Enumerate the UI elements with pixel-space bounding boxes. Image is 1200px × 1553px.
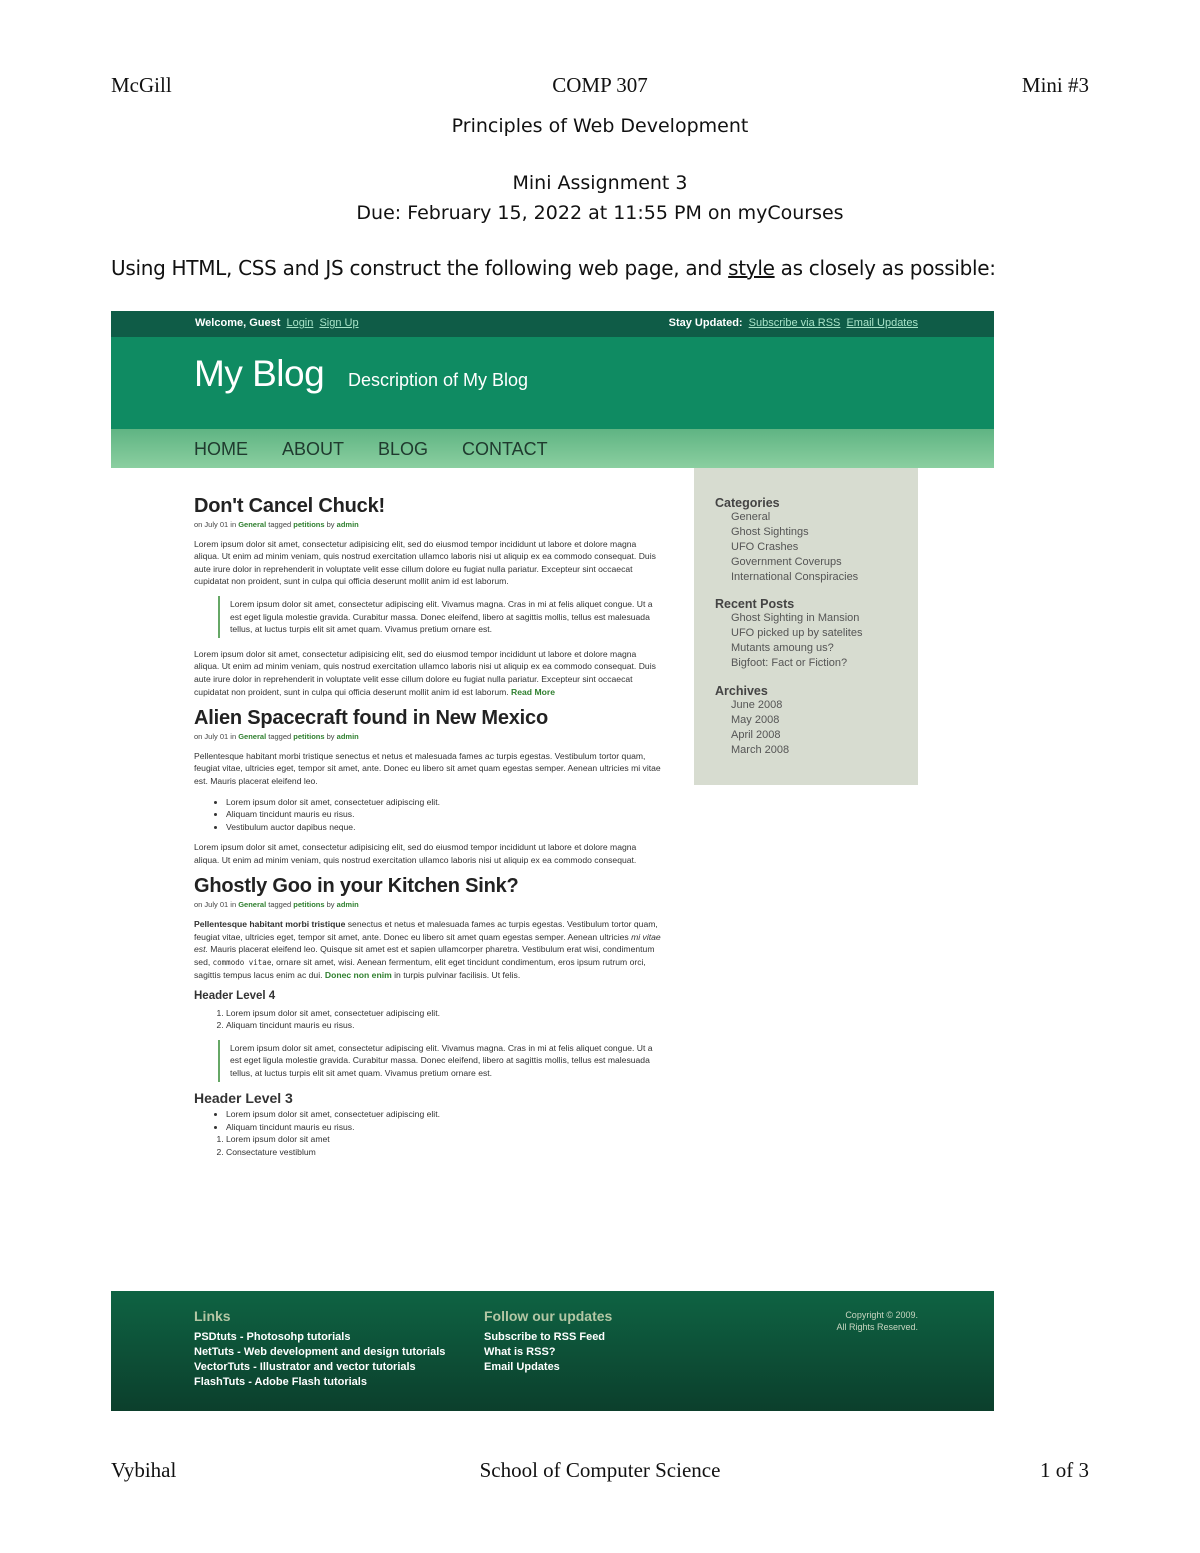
post1-paragraph2: [194, 648, 664, 698]
header-center: COMP 307: [552, 73, 648, 97]
footer-link[interactable]: FlashTuts - Adobe Flash tutorials: [194, 1376, 367, 1388]
blog-footer: [111, 1291, 994, 1411]
archive-link[interactable]: March 2008: [731, 744, 790, 756]
paragraph-text: senectus et netus et malesuada fames ac turpis egestas. Vestibulum tortor quam, feugiat vitae, ultricies eget, tempor sit amet, ante. Donec eu libero sit amet quam egestas semper. Aenean ultricies: [194, 919, 658, 942]
meta-text: on July 01 in: [194, 900, 237, 910]
post3-meta: [194, 899, 664, 912]
post3-ordered-list-2: [194, 1133, 664, 1158]
email-updates-link[interactable]: Email Updates: [846, 317, 918, 329]
meta-text: on July 01 in: [194, 520, 237, 529]
footer-link[interactable]: NetTuts - Web development and design tutorials: [194, 1346, 446, 1358]
footer-link[interactable]: Email Updates: [484, 1361, 560, 1373]
footer-link[interactable]: What is RSS?: [484, 1346, 556, 1358]
recent-posts-title: Recent Posts: [715, 597, 795, 611]
list-item: 2. Aliquam tincidunt mauris eu risus.: [226, 1019, 664, 1032]
recent-post-link[interactable]: Mutants amoung us?: [731, 642, 834, 654]
meta-text: tagged: [268, 900, 292, 910]
post2-bullet-list: [194, 796, 664, 834]
category-link[interactable]: UFO Crashes: [731, 541, 799, 553]
assignment-title: Mini Assignment 3: [512, 172, 688, 194]
list-item: • Lorem ipsum dolor sit amet, consectetuer adipiscing elit.: [226, 1108, 664, 1121]
copyright-line: All Rights Reserved.: [836, 1322, 918, 1332]
paragraph-text: , ornare sit amet, wisi. Aenean fermentum, elit eget tincidunt condimentum, eros ipsum rutrum orci, sagittis tempus lacus enim ac dui.: [194, 956, 646, 981]
list-item: • Vestibulum auctor dapibus neque.: [226, 821, 664, 834]
rss-link[interactable]: Subscribe via RSS: [748, 317, 841, 329]
login-link[interactable]: Login: [286, 317, 314, 329]
meta-text: by: [326, 520, 335, 529]
list-item: • Lorem ipsum dolor sit amet, consectetuer adipiscing elit.: [226, 796, 664, 809]
recent-post-link[interactable]: UFO picked up by satelites: [731, 627, 863, 639]
meta-tag-link[interactable]: petitions: [293, 900, 325, 910]
post3-blockquote: Lorem ipsum dolor sit amet, consectetur adipiscing elit. Vivamus magna. Cras in mi at felis aliquet congue. Ut a est eget ligula molestie gravida. Curabitur massa. Donec eleifend, libero at sagittis mollis, tellus est malesuada tellus, at luctus turpis elit sit amet quam. Vivamus pretium ornare est.: [218, 1040, 664, 1082]
meta-text: by: [326, 732, 335, 742]
category-link[interactable]: General: [731, 511, 771, 523]
post2-meta: [194, 731, 664, 744]
footer-links-column: [194, 1309, 445, 1390]
post3-paragraph: [194, 918, 664, 982]
inline-link[interactable]: Donec non enim: [324, 970, 392, 981]
footer-center: School of Computer Science: [479, 1458, 721, 1482]
post1-paragraph1: Lorem ipsum dolor sit amet, consectetur adipisicing elit, sed do eiusmod tempor incididunt ut labore et dolore magna aliqua. Ut enim ad minim veniam, quis nostrud exercitation ullamco laboris nisi ut aliquip ex ea commodo consequat. Duis aute irure dolor in reprehenderit in voluptate velit esse cillum dolore eu fugiat nulla pariatur. Excepteur sint occaecat cupidatat non proident, sunt in culpa qui officia deserunt mollit anim id est laborum.: [194, 538, 656, 587]
list-item: 2. Consectature vestiblum: [226, 1146, 664, 1159]
meta-category-link[interactable]: General: [238, 520, 267, 529]
due-date: Due: February 15, 2022 at 11:55 PM on myCourses: [356, 202, 844, 224]
welcome-area: [195, 317, 359, 329]
archive-link[interactable]: June 2008: [731, 699, 783, 711]
paragraph-text: Mauris placerat eleifend leo. Quisque sit amet est et sapien ullamcorper pharetra. Vestibulum erat wisi, condimentum sed,: [194, 944, 655, 967]
footer-link[interactable]: PSDtuts - Photosohp tutorials: [194, 1331, 351, 1343]
meta-author-link[interactable]: admin: [336, 520, 359, 529]
recent-post-link[interactable]: Bigfoot: Fact or Fiction?: [731, 657, 848, 669]
stay-updated-area: [669, 317, 918, 329]
footer-link[interactable]: VectorTuts - Illustrator and vector tutorials: [194, 1361, 416, 1373]
nav-about[interactable]: ABOUT: [282, 439, 345, 459]
footer-links-title: Links: [194, 1308, 231, 1324]
categories-title: Categories: [715, 496, 780, 510]
code-text: commodo vitae: [212, 957, 272, 967]
footer-follow-column: [484, 1309, 612, 1375]
meta-author-link[interactable]: admin: [336, 732, 359, 742]
nav-home[interactable]: HOME: [194, 439, 248, 459]
course-title: Principles of Web Development: [451, 115, 749, 137]
instruction-text-end: as closely as possible:: [774, 256, 996, 280]
meta-category-link[interactable]: General: [238, 900, 267, 910]
archive-link[interactable]: May 2008: [731, 714, 780, 726]
instruction-underlined: style: [728, 256, 775, 280]
post1-meta: [194, 519, 664, 532]
instruction: [111, 256, 1089, 280]
blog-logo[interactable]: My Blog: [194, 353, 325, 394]
post2-paragraph1: Pellentesque habitant morbi tristique senectus et netus et malesuada fames ac turpis egestas. Vestibulum tortor quam, feugiat vitae, ultricies eget, tempor sit amet, ante. Donec eu libero sit amet quam egestas semper. Aenean ultricies mi vitae est. Mauris placerat eleifend leo.: [194, 750, 661, 786]
post2-title[interactable]: Alien Spacecraft found in New Mexico: [194, 707, 548, 730]
post2-paragraph2: Lorem ipsum dolor sit amet, consectetur adipisicing elit, sed do eiusmod tempor incididunt ut labore et dolore magna aliqua. Ut enim ad minim veniam, quis nostrud exercitation ullamco laboris nisi ut aliquip ex ea commodo consequat.: [194, 842, 637, 865]
welcome-text: Welcome, Guest: [195, 317, 281, 329]
header-left: McGill: [111, 73, 172, 97]
list-item: • Aliquam tincidunt mauris eu risus.: [226, 808, 664, 821]
copyright: [836, 1309, 918, 1333]
blog-nav: [111, 429, 994, 468]
read-more-link[interactable]: Read More: [511, 686, 555, 697]
nav-blog[interactable]: BLOG: [378, 439, 429, 459]
footer-link[interactable]: Subscribe to RSS Feed: [484, 1331, 606, 1343]
meta-text: tagged: [268, 520, 292, 529]
archives-block: [715, 684, 789, 758]
category-link[interactable]: Ghost Sightings: [731, 526, 809, 538]
meta-tag-link[interactable]: petitions: [293, 732, 325, 742]
meta-author-link[interactable]: admin: [336, 900, 359, 910]
blog-description: Description of My Blog: [348, 370, 529, 390]
footer-left: Vybihal: [111, 1458, 177, 1482]
blog-masthead: [111, 337, 994, 429]
recent-post-link[interactable]: Ghost Sighting in Mansion: [731, 612, 860, 624]
paragraph-text: Lorem ipsum dolor sit amet, consectetur adipisicing elit, sed do eiusmod tempor incididunt ut labore et dolore magna aliqua. Ut enim ad minim veniam, quis nostrud exercitation ullamco laboris nisi ut aliquip ex ea commodo consequat. Duis aute irure dolor in reprehenderit in voluptate velit esse cillum dolore eu fugiat nulla pariatur. Excepteur sint occaecat cupidatat non proident, sunt in culpa qui officia deserunt mollit anim id est laborum.: [194, 648, 656, 697]
list-item: • Aliquam tincidunt mauris eu risus.: [226, 1121, 664, 1134]
footer-right: 1 of 3: [1040, 1458, 1089, 1482]
bold-text: Pellentesque habitant morbi tristique: [194, 919, 346, 930]
stay-updated-text: Stay Updated:: [668, 317, 743, 329]
header-level-4: Header Level 4: [194, 990, 276, 1003]
header-level-3: Header Level 3: [194, 1089, 293, 1106]
blog-topbar: [111, 311, 994, 337]
meta-text: tagged: [268, 732, 292, 742]
category-link[interactable]: International Conspiracies: [731, 571, 859, 583]
meta-text: on July 01 in: [194, 732, 237, 742]
paragraph-text: in turpis pulvinar facilisis. Ut felis.: [391, 970, 521, 981]
meta-text: by: [326, 900, 335, 910]
post3-ordered-list-1: [194, 1007, 664, 1032]
archive-link[interactable]: April 2008: [731, 729, 781, 741]
post3-bullet-list: [194, 1108, 664, 1133]
signup-link[interactable]: Sign Up: [319, 317, 359, 329]
post3-title[interactable]: Ghostly Goo in your Kitchen Sink?: [194, 875, 519, 898]
post1-blockquote: Lorem ipsum dolor sit amet, consectetur adipiscing elit. Vivamus magna. Cras in mi at felis aliquet congue. Ut a est eget ligula molestie gravida. Curabitur massa. Donec eleifend, libero at sagittis mollis, tellus est malesuada tellus, at luctus turpis elit sit amet quam. Vivamus pretium ornare est.: [218, 596, 664, 638]
recent-posts-block: [715, 597, 862, 671]
category-link[interactable]: Government Coverups: [731, 556, 842, 568]
blog-sidebar: [694, 468, 918, 785]
post1-title[interactable]: Don't Cancel Chuck!: [194, 495, 385, 517]
instruction-text: Using HTML, CSS and JS construct the following web page, and: [111, 256, 729, 280]
blog-screenshot: [111, 311, 994, 1411]
copyright-line: Copyright © 2009.: [845, 1310, 918, 1320]
categories-block: [715, 496, 858, 585]
meta-tag-link[interactable]: petitions: [293, 520, 325, 529]
list-item: 1. Lorem ipsum dolor sit amet: [226, 1133, 664, 1146]
italic-text: mi vitae est.: [194, 931, 661, 955]
nav-contact[interactable]: CONTACT: [462, 439, 548, 459]
list-item: 1. Lorem ipsum dolor sit amet, consectetuer adipiscing elit.: [226, 1007, 664, 1020]
header-right: Mini #3: [1021, 73, 1089, 97]
blog-main-content: [194, 494, 664, 1167]
footer-follow-title: Follow our updates: [484, 1308, 613, 1324]
archives-title: Archives: [715, 684, 768, 698]
meta-category-link[interactable]: General: [238, 732, 267, 742]
